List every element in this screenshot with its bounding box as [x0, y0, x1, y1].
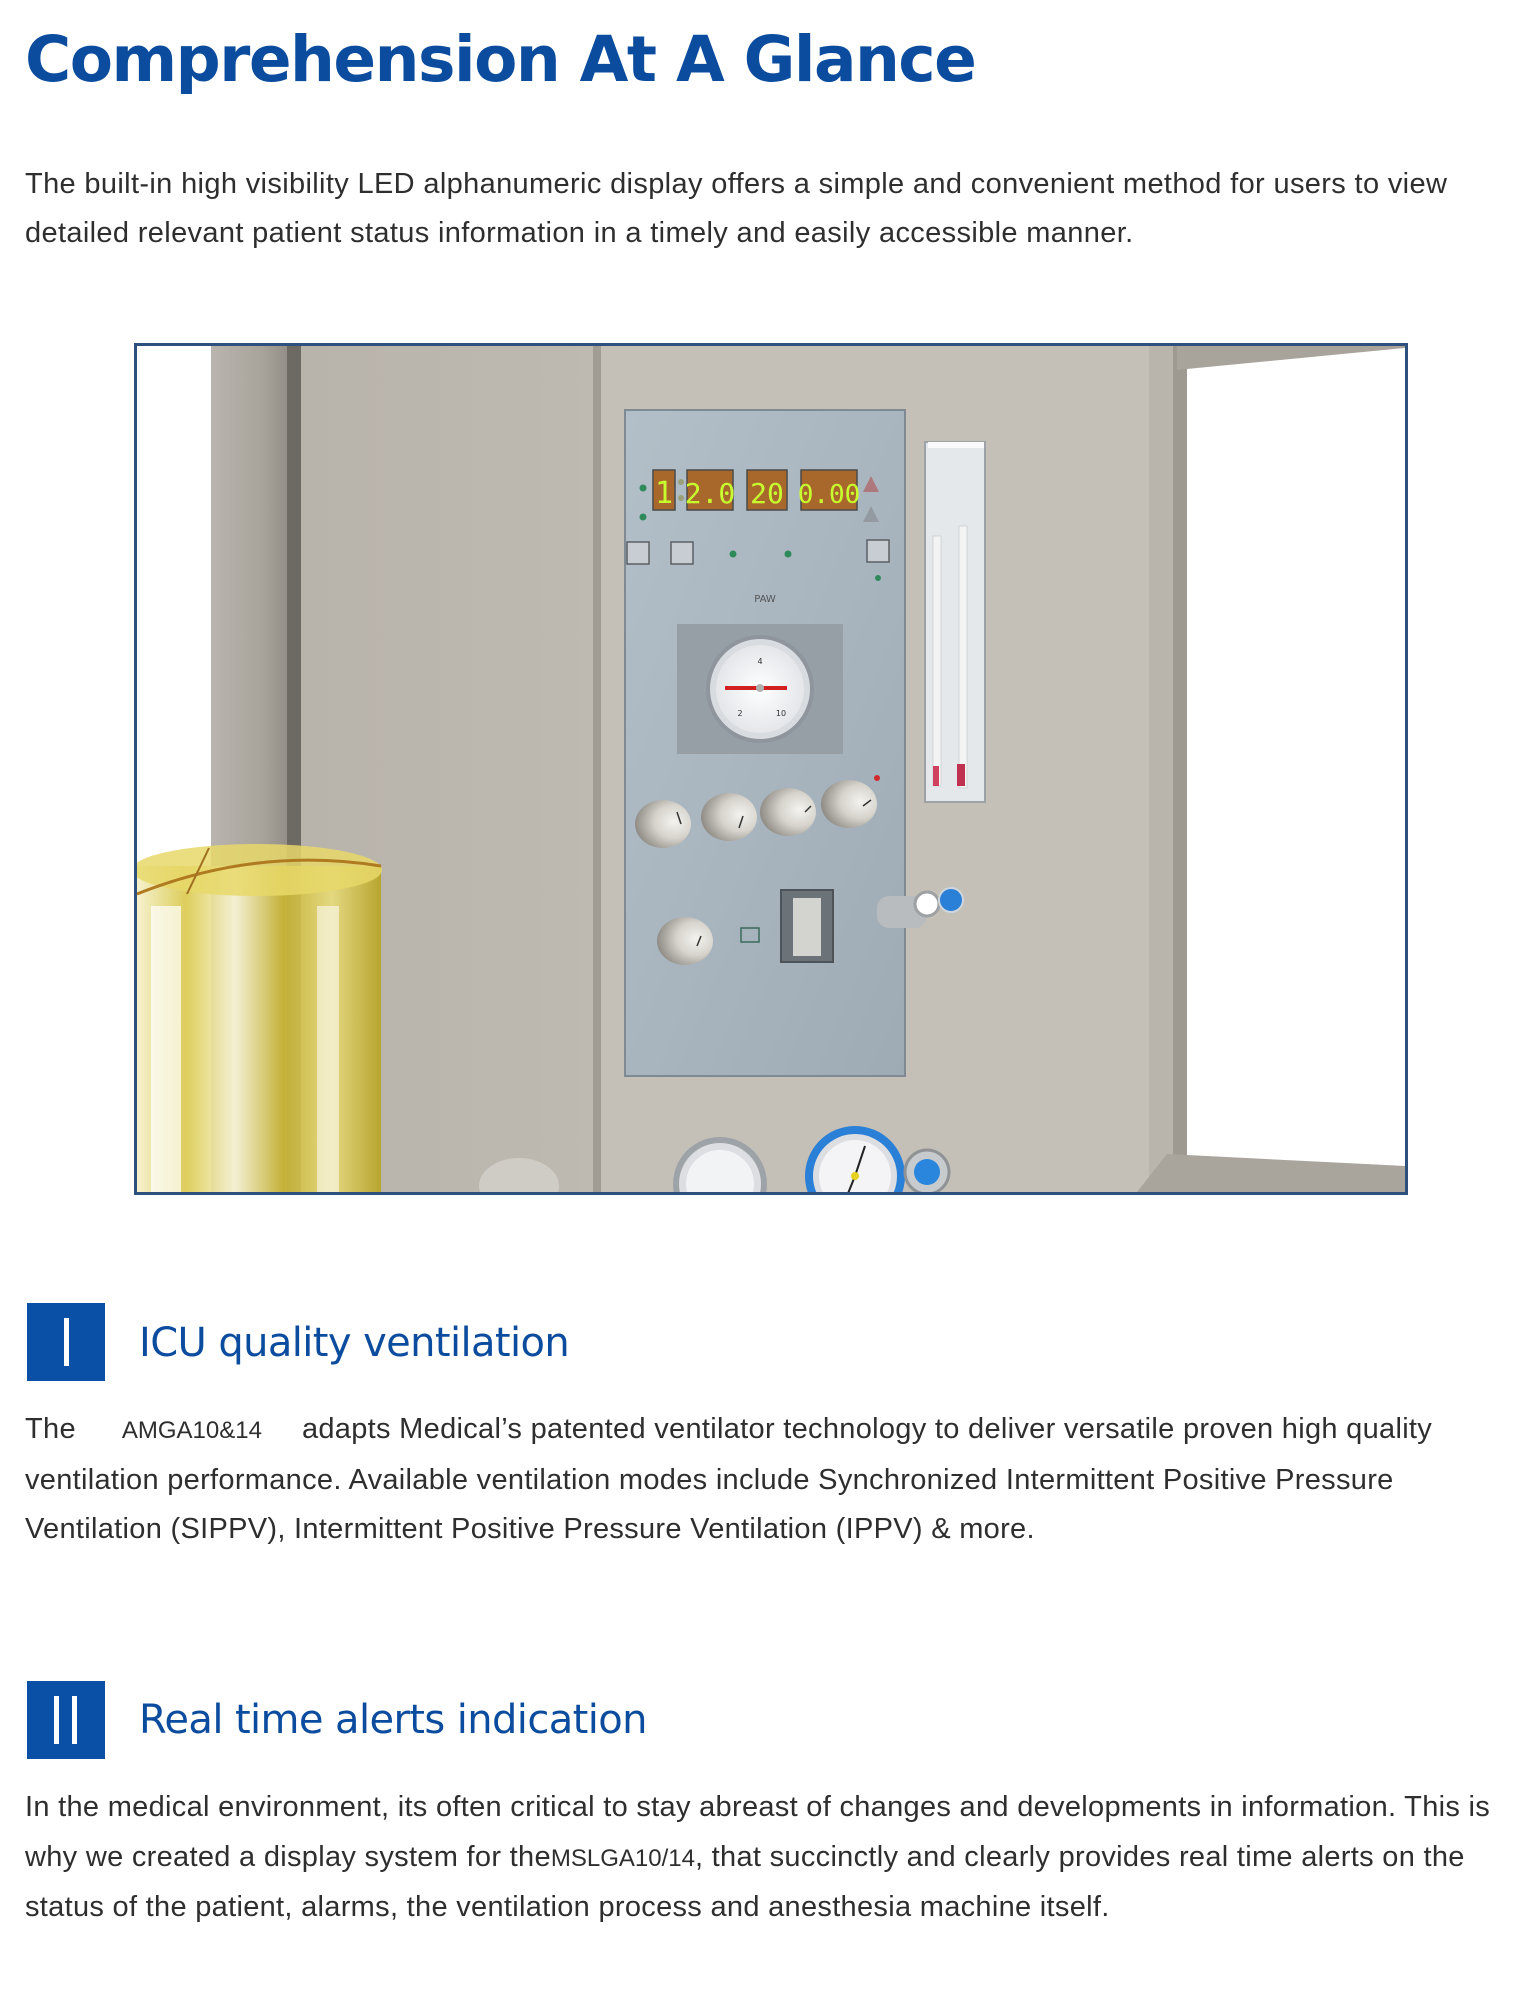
- ie-set-button-graphic: [671, 542, 693, 564]
- svg-text:20: 20: [750, 477, 784, 510]
- intro-paragraph: The built-in high visibility LED alphanumeric display offers a simple and convenient method for users to view detailed relevant patient status information in a timely and easily accessible manner.: [25, 168, 1448, 249]
- svg-text:1: 1: [654, 476, 674, 511]
- section-1-heading: ICU quality ventilation: [139, 1320, 570, 1366]
- anesthesia-machine-image: [137, 346, 1405, 1192]
- section-2-body-suffix: , that succinctly and clearly provides real time alerts on the status of the patient, alarms, the ventilation process and anesthesia machine itself.: [25, 1840, 1465, 1923]
- section-1-body-prefix: The: [25, 1413, 76, 1445]
- svg-text:4: 4: [757, 657, 763, 666]
- mode-button-graphic: [627, 542, 649, 564]
- section-1-body-suffix: adapts Medical’s patented ventilator technology to deliver versatile proven high quality ventilation performance. Available ventilation modes include Synchronized Intermittent Positive Pressure Ventilation (SIPPV), Intermittent Positive Pressure Ventilation (IPPV) & more.: [25, 1413, 1433, 1545]
- svg-text:0.00: 0.00: [797, 480, 861, 510]
- section-2-body-prefix: In the medical environment, its often critical to stay abreast of changes and developments in information. This is why we created a display system for the: [25, 1791, 1491, 1873]
- section-1-body: [25, 1405, 1505, 1555]
- section-2-heading: Real time alerts indication: [139, 1697, 647, 1743]
- product-photo: [134, 343, 1408, 1195]
- numeral-i-bar: [64, 1318, 69, 1366]
- section-1-numeral-badge: [27, 1303, 105, 1381]
- svg-text:2: 2: [737, 709, 743, 718]
- section-2-body: [25, 1783, 1505, 1933]
- model-name: AMGA10&14: [121, 1417, 262, 1444]
- svg-text:10: 10: [775, 709, 787, 718]
- numeral-ii-bar-right: [72, 1696, 77, 1744]
- section-2-numeral-badge: [27, 1681, 105, 1759]
- model-name: MSLGA10/14: [550, 1844, 695, 1872]
- numeral-ii-bar-left: [54, 1696, 59, 1744]
- page-title: Comprehension At A Glance: [25, 23, 976, 96]
- svg-text:PAW: PAW: [754, 594, 776, 605]
- svg-text:2.0: 2.0: [684, 477, 736, 510]
